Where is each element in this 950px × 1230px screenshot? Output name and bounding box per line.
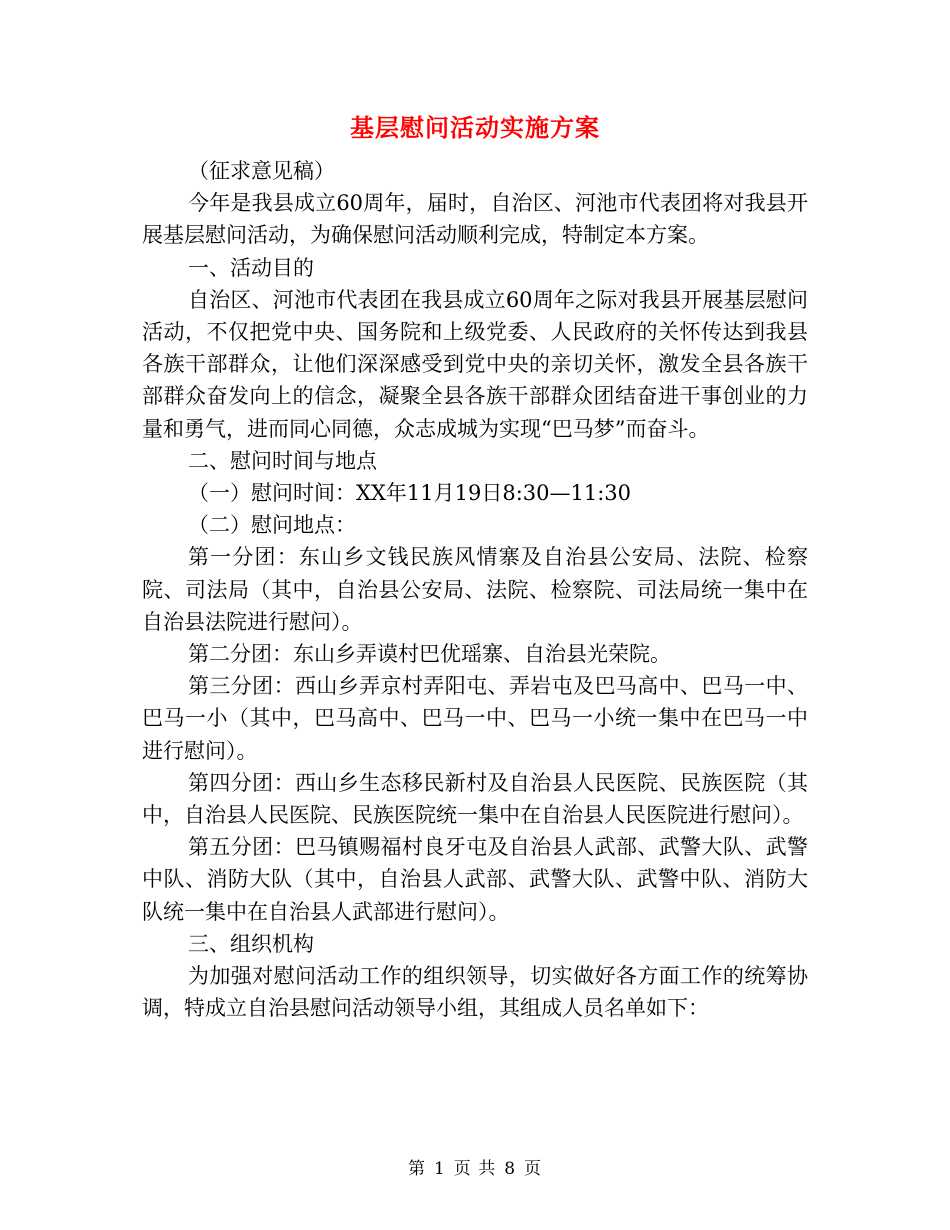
footer-total-pages: 8 xyxy=(504,1159,517,1179)
footer-prefix: 第 xyxy=(407,1159,426,1179)
paragraph-group-4: 第四分团：西山乡生态移民新村及自治县人民医院、民族医院（其中，自治县人民医院、民族医院统一集中在自治县人民医院进行慰问）。 xyxy=(142,770,808,828)
footer-mid: 页 共 xyxy=(453,1159,497,1179)
paragraph-group-1: 第一分团：东山乡文钱民族风情寨及自治县公安局、法院、检察院、司法局（其中，自治县公安局、法院、检察院、司法局统一集中在自治县法院进行慰问）。 xyxy=(142,545,808,634)
footer-page-number: 1 xyxy=(433,1159,446,1179)
paragraph-draft-note: （征求意见稿） xyxy=(188,159,335,183)
section-heading-organization: 三、组织机构 xyxy=(188,931,314,956)
paragraph-organization: 为加强对慰问活动工作的组织领导，切实做好各方面工作的统筹协调，特成立自治县慰问活动领导小组，其组成人员名单如下： xyxy=(142,964,808,1021)
paragraph-group-2: 第二分团：东山乡弄谟村巴优瑶寨、自治县光荣院。 xyxy=(188,642,671,667)
paragraph-intro: 今年是我县成立60周年，届时，自治区、河池市代表团将对我县开展基层慰问活动，为确保慰问活动顺利完成，特制定本方案。 xyxy=(142,191,808,248)
footer-suffix: 页 xyxy=(524,1159,543,1179)
paragraph-purpose: 自治区、河池市代表团在我县成立60周年之际对我县开展基层慰问活动，不仅把党中央、国务院和上级党委、人民政府的关怀传达到我县各族干部群众，让他们深深感受到党中央的亲切关怀，激发全县各族干部群众奋发向上的信念，凝聚全县各族干部群众团结奋进干事创业的力量和勇气，进而同心同德，众志成城为实现“巴马梦”而奋斗。 xyxy=(142,287,808,441)
section-heading-time-place: 二、慰问时间与地点 xyxy=(188,448,377,473)
paragraph-group-3: 第三分团：西山乡弄京村弄阳屯、弄岩屯及巴马高中、巴马一中、巴马一小（其中，巴马高中、巴马一中、巴马一小统一集中在巴马一中进行慰问）。 xyxy=(142,674,808,763)
section-heading-purpose: 一、活动目的 xyxy=(188,255,314,280)
paragraph-group-5: 第五分团：巴马镇赐福村良牙屯及自治县人武部、武警大队、武警中队、消防大队（其中，自治县人武部、武警大队、武警中队、消防大队统一集中在自治县人武部进行慰问）。 xyxy=(142,835,808,924)
paragraph-time: （一）慰问时间：XX年11月19日8:30—11:30 xyxy=(188,481,632,506)
paragraph-place-heading: （二）慰问地点： xyxy=(188,513,356,538)
page-footer xyxy=(0,1154,950,1179)
document-body xyxy=(142,155,808,1024)
document-title: 基层慰问活动实施方案 xyxy=(350,113,600,142)
